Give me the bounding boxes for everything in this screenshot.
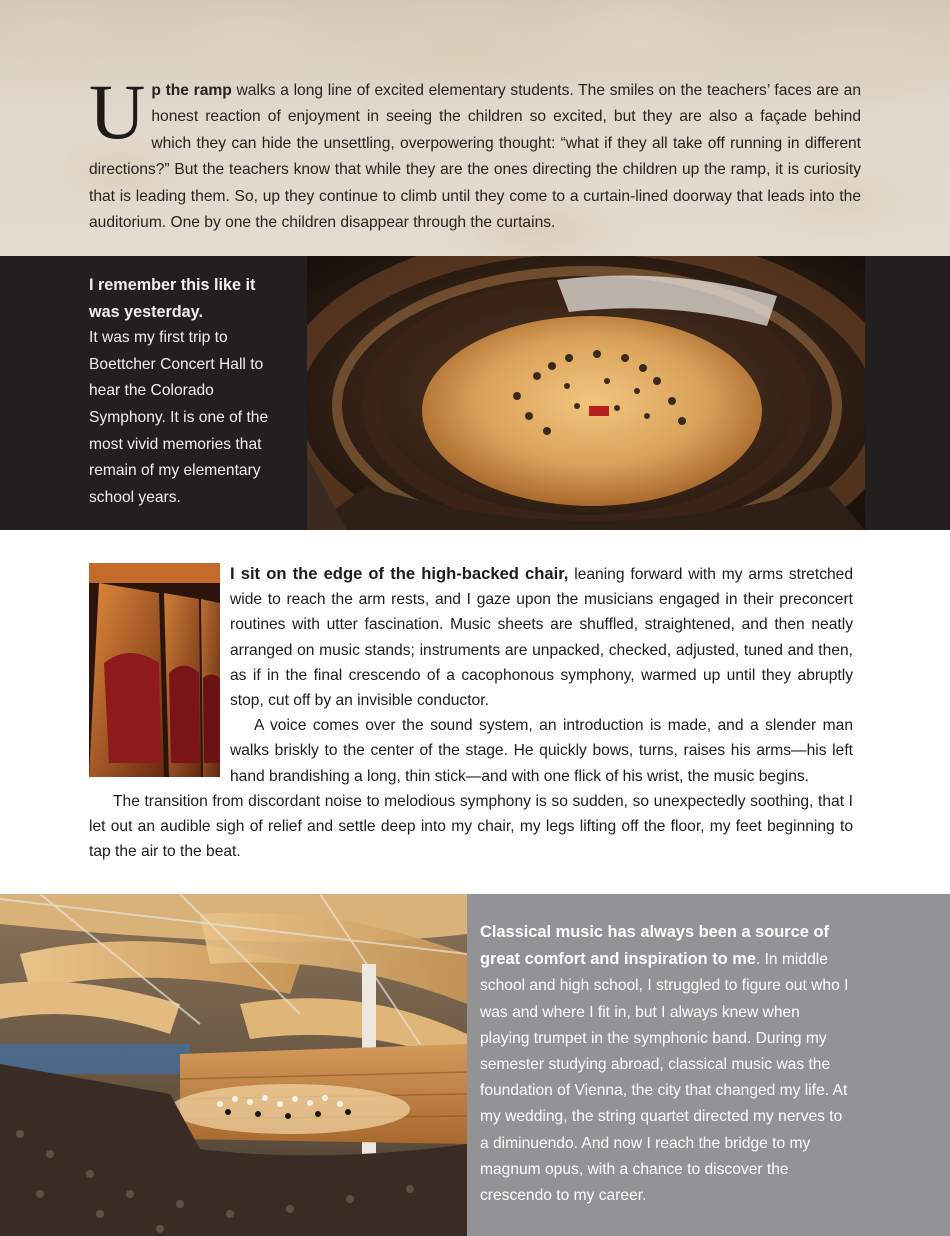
memory-paragraph bbox=[89, 272, 289, 511]
article-paragraph-3: The transition from discordant noise to melodious symphony is so sudden, so unexpectedly soothing, that I let out an audible sigh of relief and settle deep into my chair, my legs lifting off the floor, my feet beginning to tap the air to the beat. bbox=[89, 792, 853, 861]
memory-body: It was my first trip to Boettcher Concert Hall to hear the Colorado Symphony. It is one of the most vivid memories that remain of my elementary school years. bbox=[89, 329, 269, 506]
photo-wrap-spacer bbox=[89, 561, 230, 777]
intro-paragraph bbox=[89, 68, 862, 236]
classical-paragraph bbox=[480, 919, 852, 1209]
article-p1-body: leaning forward with my arms stretched wide to reach the arm rests, and I gaze upon the musicians engaged in their preconcert routines with utter fascination. Music sheets are shuffled, straightened, and then neatly arranged on music stands; instruments are unpacked, checked, adjusted, tuned and then, as if in the final crescendo of a cacophonous symphony, warmed up until they abruptly stop, cut off by an invisible conductor. bbox=[230, 566, 854, 710]
classical-lead: Classical music has always been a source of great comfort and inspiration to me bbox=[480, 923, 829, 969]
classical-panel bbox=[467, 894, 950, 1236]
memory-lead: I remember this like it was yesterday. bbox=[89, 276, 256, 321]
concert-hall-photo bbox=[307, 256, 865, 530]
intro-section bbox=[0, 0, 950, 256]
article-lead: I sit on the edge of the high-backed chair, bbox=[230, 564, 569, 583]
amphitheater-photo bbox=[0, 894, 467, 1236]
article-body bbox=[89, 561, 853, 864]
intro-body: walks a long line of excited elementary students. The smiles on the teachers’ faces are an honest reaction of enjoyment in seeing the children so excited, but they are also a façade behind which they can hide the unsettling, overpowering thought: “what if they all take off running in different directions?” But the teachers know that while they are the ones directing the children up the ramp, it is curiosity that is leading them. So, up they continue to climb until they come to a curtain-lined doorway that leads into the auditorium. One by one the children disappear through the curtains. bbox=[89, 82, 862, 232]
classical-body: . In middle school and high school, I struggled to figure out who I was and where I fit in, but I always knew when playing trumpet in the symphonic band. During my semester studying abroad, classical music was the foundation of Vienna, the city that changed my life. At my wedding, the string quartet directed my nerves to a diminuendo. And now I reach the bridge to my magnum opus, with a chance to discover the crescendo to my career. bbox=[480, 951, 849, 1205]
article-paragraph-2: A voice comes over the sound system, an introduction is made, and a slender man walks briskly to the center of the stage. He quickly bows, turns, raises his arms—his left hand brandishing a long, thin stick—and with one flick of his wrist, the music begins. bbox=[230, 717, 853, 785]
drop-cap: U bbox=[89, 68, 146, 155]
conductor-podium bbox=[589, 406, 609, 416]
intro-lead: p the ramp bbox=[151, 82, 232, 99]
memory-band bbox=[0, 256, 950, 530]
